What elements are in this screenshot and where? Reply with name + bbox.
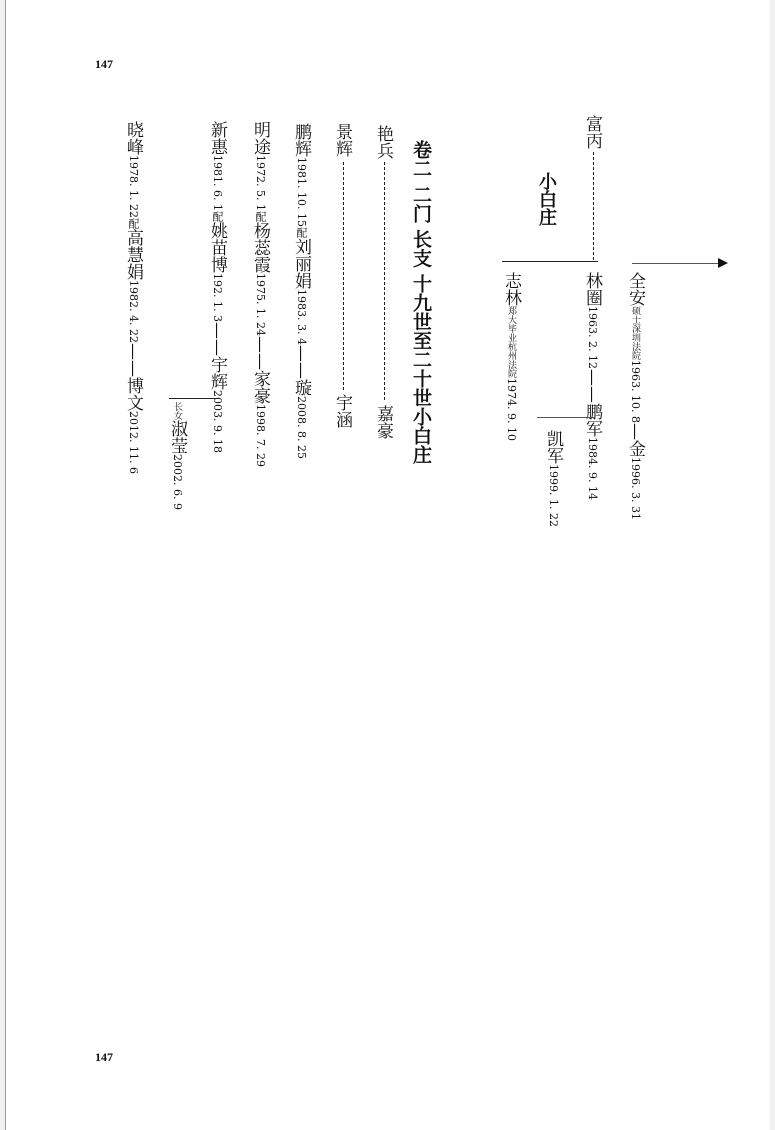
branch-line-xinhui [169, 398, 219, 399]
section-title: 卷二 二门 长支 十九世至二十世小白庄 [410, 140, 432, 464]
child-yuhan: 宇涵 [332, 394, 352, 428]
connector-yanbing [384, 162, 385, 400]
person-linquan: 林圈1963. 2. 12——鹏军1984. 9. 14 [582, 272, 602, 500]
connector-fubing [593, 152, 594, 260]
connector-jinghui [343, 162, 344, 390]
person-shuying: 长女淑莹2002. 6. 9 [167, 402, 187, 510]
person-yanbing: 艳兵 [373, 125, 393, 159]
child-jiahao: 嘉豪 [373, 405, 393, 439]
page-number-top: 147 [95, 57, 113, 71]
person-jinghui: 景辉 [332, 123, 352, 157]
person-xiaofeng: 晓峰1978. 1. 22配高慧娟1982. 4. 22——博文2012. 11. 6 [123, 121, 143, 474]
branch-line-linquan [537, 417, 595, 418]
branch-line-fubing [502, 261, 598, 262]
person-kaijun: 凯军1999. 1. 22 [543, 430, 563, 527]
arrow-right-icon [718, 258, 728, 268]
page-number-bottom: 147 [95, 1050, 113, 1064]
genealogy-page [5, 0, 770, 1130]
arrow-line [632, 263, 722, 264]
village-label: 小白庄 [536, 172, 557, 226]
person-fubing: 富丙 [582, 115, 602, 149]
person-xinhui: 新惠1981. 6. 1配姚苗博192. 1. 3——宇辉2003. 9. 18 [207, 121, 227, 453]
person-penghui: 鹏辉1981. 10. 15配刘丽娟1983. 3. 4——璇2008. 8. 25 [291, 123, 311, 459]
person-quanan: 全安硕士深圳法院1963. 10. 8—金1996. 3. 31 [625, 272, 645, 520]
person-mingtu: 明途1972. 5. 1配杨蕊霞1975. 1. 24——家豪1998. 7. 29 [250, 121, 270, 467]
person-zhilin: 志林郑大毕业杭州法院1974. 9. 10 [501, 272, 521, 441]
